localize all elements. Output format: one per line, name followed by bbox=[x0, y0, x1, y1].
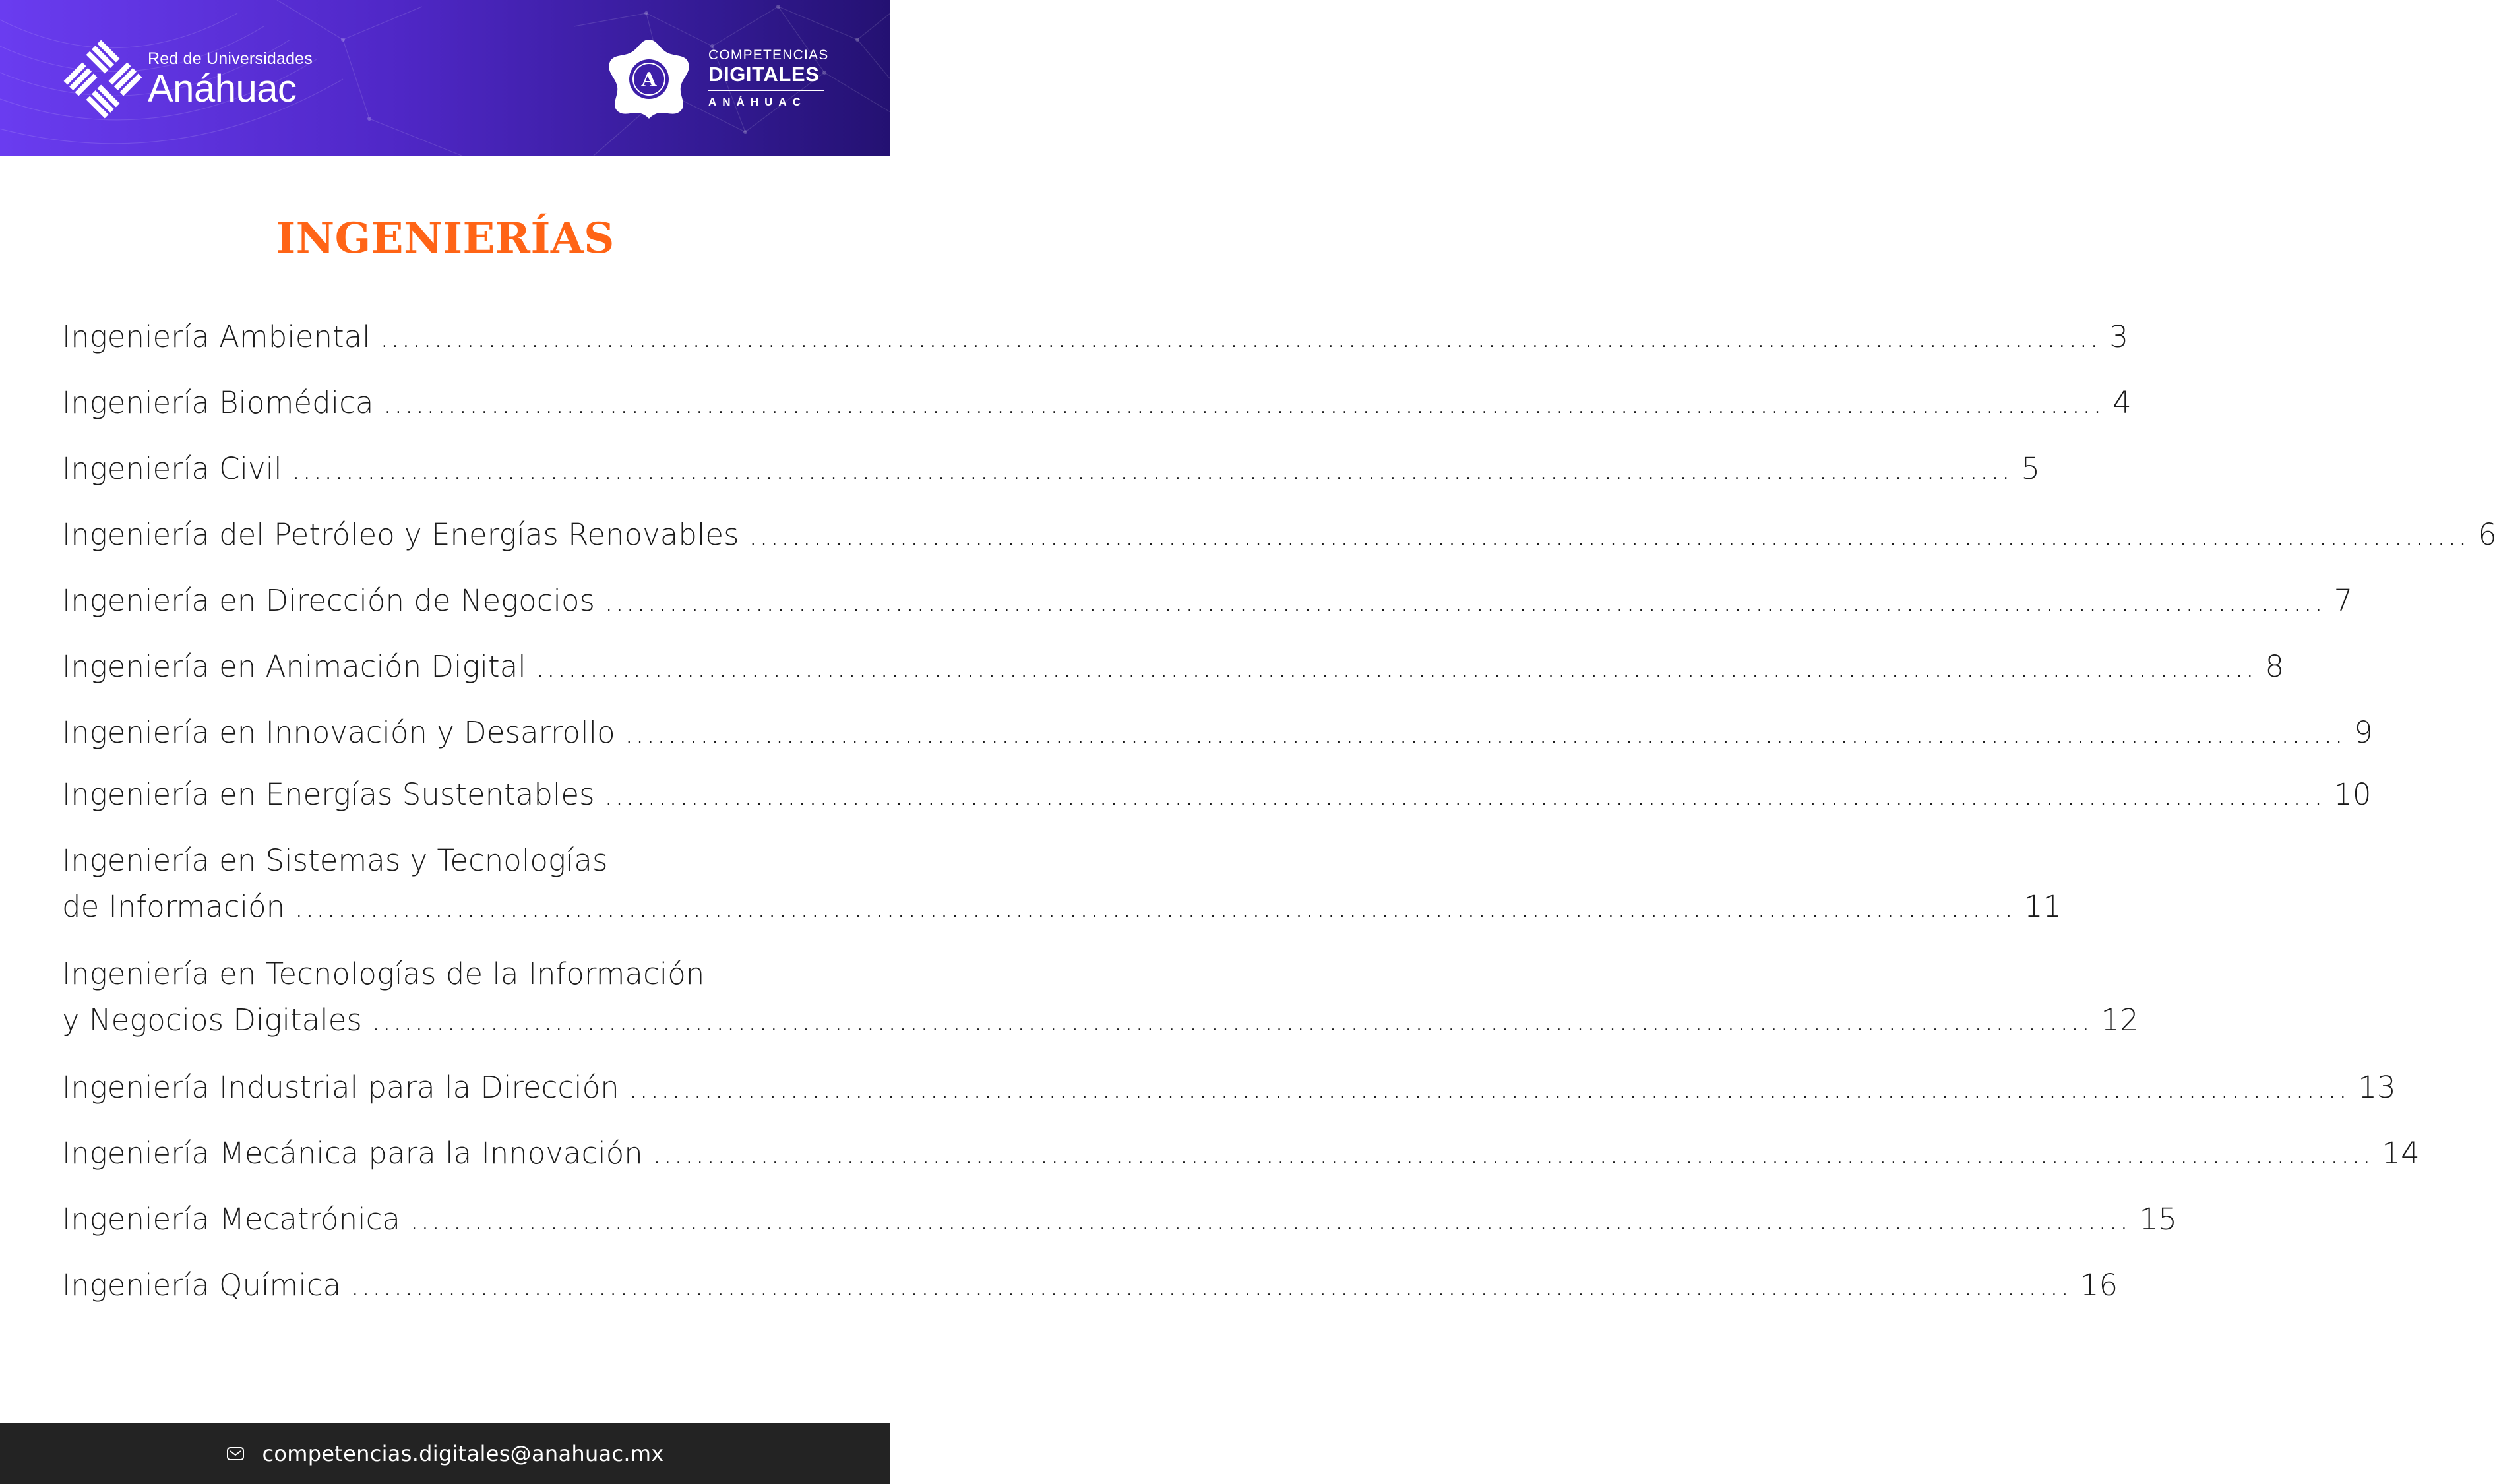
toc-entry-label: Ingeniería Química bbox=[62, 1268, 342, 1303]
toc-page-number: 8 bbox=[2265, 649, 2285, 684]
mail-icon bbox=[226, 1444, 245, 1463]
competencias-digitales-logo bbox=[607, 37, 828, 119]
contact-email-link[interactable]: competencias.digitales@anahuac.mx bbox=[262, 1440, 664, 1466]
toc-entry[interactable] bbox=[62, 838, 2062, 930]
toc-page-number: 14 bbox=[2382, 1136, 2420, 1171]
toc-entry[interactable] bbox=[62, 1262, 2118, 1309]
logo-subtitle: Red de Universidades bbox=[148, 49, 313, 68]
toc-entry[interactable] bbox=[62, 380, 2132, 426]
toc-page-number: 4 bbox=[2112, 385, 2132, 420]
toc-page-number: 16 bbox=[2080, 1268, 2118, 1303]
toc-entry-label: de Información bbox=[62, 889, 286, 924]
toc-entry[interactable] bbox=[62, 951, 2139, 1043]
toc-entry-label: Ingeniería en Animación Digital bbox=[62, 649, 526, 684]
toc-entry-label: y Negocios Digitales bbox=[62, 1003, 362, 1037]
anahuac-woven-mark-icon bbox=[66, 42, 140, 116]
toc-leader-dots: ................................................................................................................................................................ bbox=[350, 1268, 2071, 1303]
logo-line-competencias: COMPETENCIAS bbox=[708, 47, 829, 63]
toc-entry-label: Ingeniería en Innovación y Desarrollo bbox=[62, 715, 615, 750]
toc-entry-label: Ingeniería del Petróleo y Energías Renovables bbox=[62, 517, 739, 552]
toc-leader-dots: ................................................................................................................................................................ bbox=[748, 517, 2469, 552]
toc-page-number: 15 bbox=[2139, 1202, 2177, 1237]
toc-entry-label-line1: Ingeniería en Tecnologías de la Información bbox=[62, 956, 705, 991]
header-banner bbox=[0, 0, 890, 156]
toc-page-number: 6 bbox=[2478, 517, 2497, 552]
toc-page-number: 10 bbox=[2333, 777, 2372, 812]
toc-leader-dots: ................................................................................................................................................................ bbox=[603, 777, 2325, 812]
toc-entry[interactable] bbox=[62, 1196, 2177, 1243]
toc-entry-label: Ingeniería en Energías Sustentables bbox=[62, 777, 595, 812]
anahuac-logo bbox=[66, 40, 313, 119]
toc-leader-dots: ................................................................................................................................................................ bbox=[383, 385, 2104, 420]
toc-leader-dots: ................................................................................................................................................................ bbox=[379, 319, 2101, 354]
toc-entry-label: Ingeniería Industrial para la Dirección bbox=[62, 1070, 619, 1105]
toc-entry-label-line1: Ingeniería en Sistemas y Tecnologías bbox=[62, 843, 608, 878]
toc-page-number: 3 bbox=[2109, 319, 2129, 354]
toc-leader-dots: ................................................................................................................................................................ bbox=[535, 649, 2256, 684]
toc-leader-dots: ................................................................................................................................................................ bbox=[624, 715, 2345, 750]
toc-entry[interactable] bbox=[62, 1065, 2396, 1111]
logo-line-anahuac: ANÁHUAC bbox=[708, 95, 807, 108]
toc-page-number: 7 bbox=[2333, 583, 2353, 618]
toc-page-number: 5 bbox=[2021, 451, 2040, 486]
logo-line-digitales: DIGITALES bbox=[708, 62, 820, 86]
toc-entry[interactable] bbox=[62, 314, 2129, 360]
toc-entry-label: Ingeniería Mecatrónica bbox=[62, 1202, 400, 1237]
toc-entry[interactable] bbox=[62, 1130, 2420, 1177]
toc-entry[interactable] bbox=[62, 512, 2497, 558]
toc-entry[interactable] bbox=[62, 644, 2285, 690]
logo-divider bbox=[708, 90, 824, 91]
toc-entry-label: Ingeniería Ambiental bbox=[62, 319, 371, 354]
toc-leader-dots: ................................................................................................................................................................ bbox=[652, 1136, 2373, 1171]
toc-entry[interactable] bbox=[62, 710, 2373, 756]
toc-leader-dots: ................................................................................................................................................................ bbox=[294, 889, 2015, 924]
badge-letter: A bbox=[641, 69, 657, 92]
toc-entry[interactable] bbox=[62, 772, 2372, 818]
toc-page-number: 12 bbox=[2101, 1003, 2139, 1037]
logo-name: Anáhuac bbox=[148, 67, 297, 110]
toc-page-number: 9 bbox=[2354, 715, 2373, 750]
toc-entry[interactable] bbox=[62, 446, 2040, 492]
toc-leader-dots: ................................................................................................................................................................ bbox=[291, 451, 2012, 486]
toc-entry-label: Ingeniería Biomédica bbox=[62, 385, 374, 420]
toc-leader-dots: ................................................................................................................................................................ bbox=[409, 1202, 2130, 1237]
toc-entry-label: Ingeniería en Dirección de Negocios bbox=[62, 583, 595, 618]
toc-entry-label: Ingeniería Mecánica para la Innovación bbox=[62, 1136, 643, 1171]
toc-leader-dots: ................................................................................................................................................................ bbox=[371, 1003, 2092, 1037]
footer-bar bbox=[0, 1423, 890, 1484]
page-title: INGENIERÍAS bbox=[276, 214, 615, 263]
toc-page-number: 13 bbox=[2358, 1070, 2396, 1105]
toc-leader-dots: ................................................................................................................................................................ bbox=[603, 583, 2325, 618]
toc-entry-label: Ingeniería Civil bbox=[62, 451, 282, 486]
toc-leader-dots: ................................................................................................................................................................ bbox=[628, 1070, 2349, 1105]
toc-page-number: 11 bbox=[2023, 889, 2062, 924]
anahuac-star-badge-icon bbox=[607, 37, 691, 119]
toc-entry[interactable] bbox=[62, 578, 2353, 624]
